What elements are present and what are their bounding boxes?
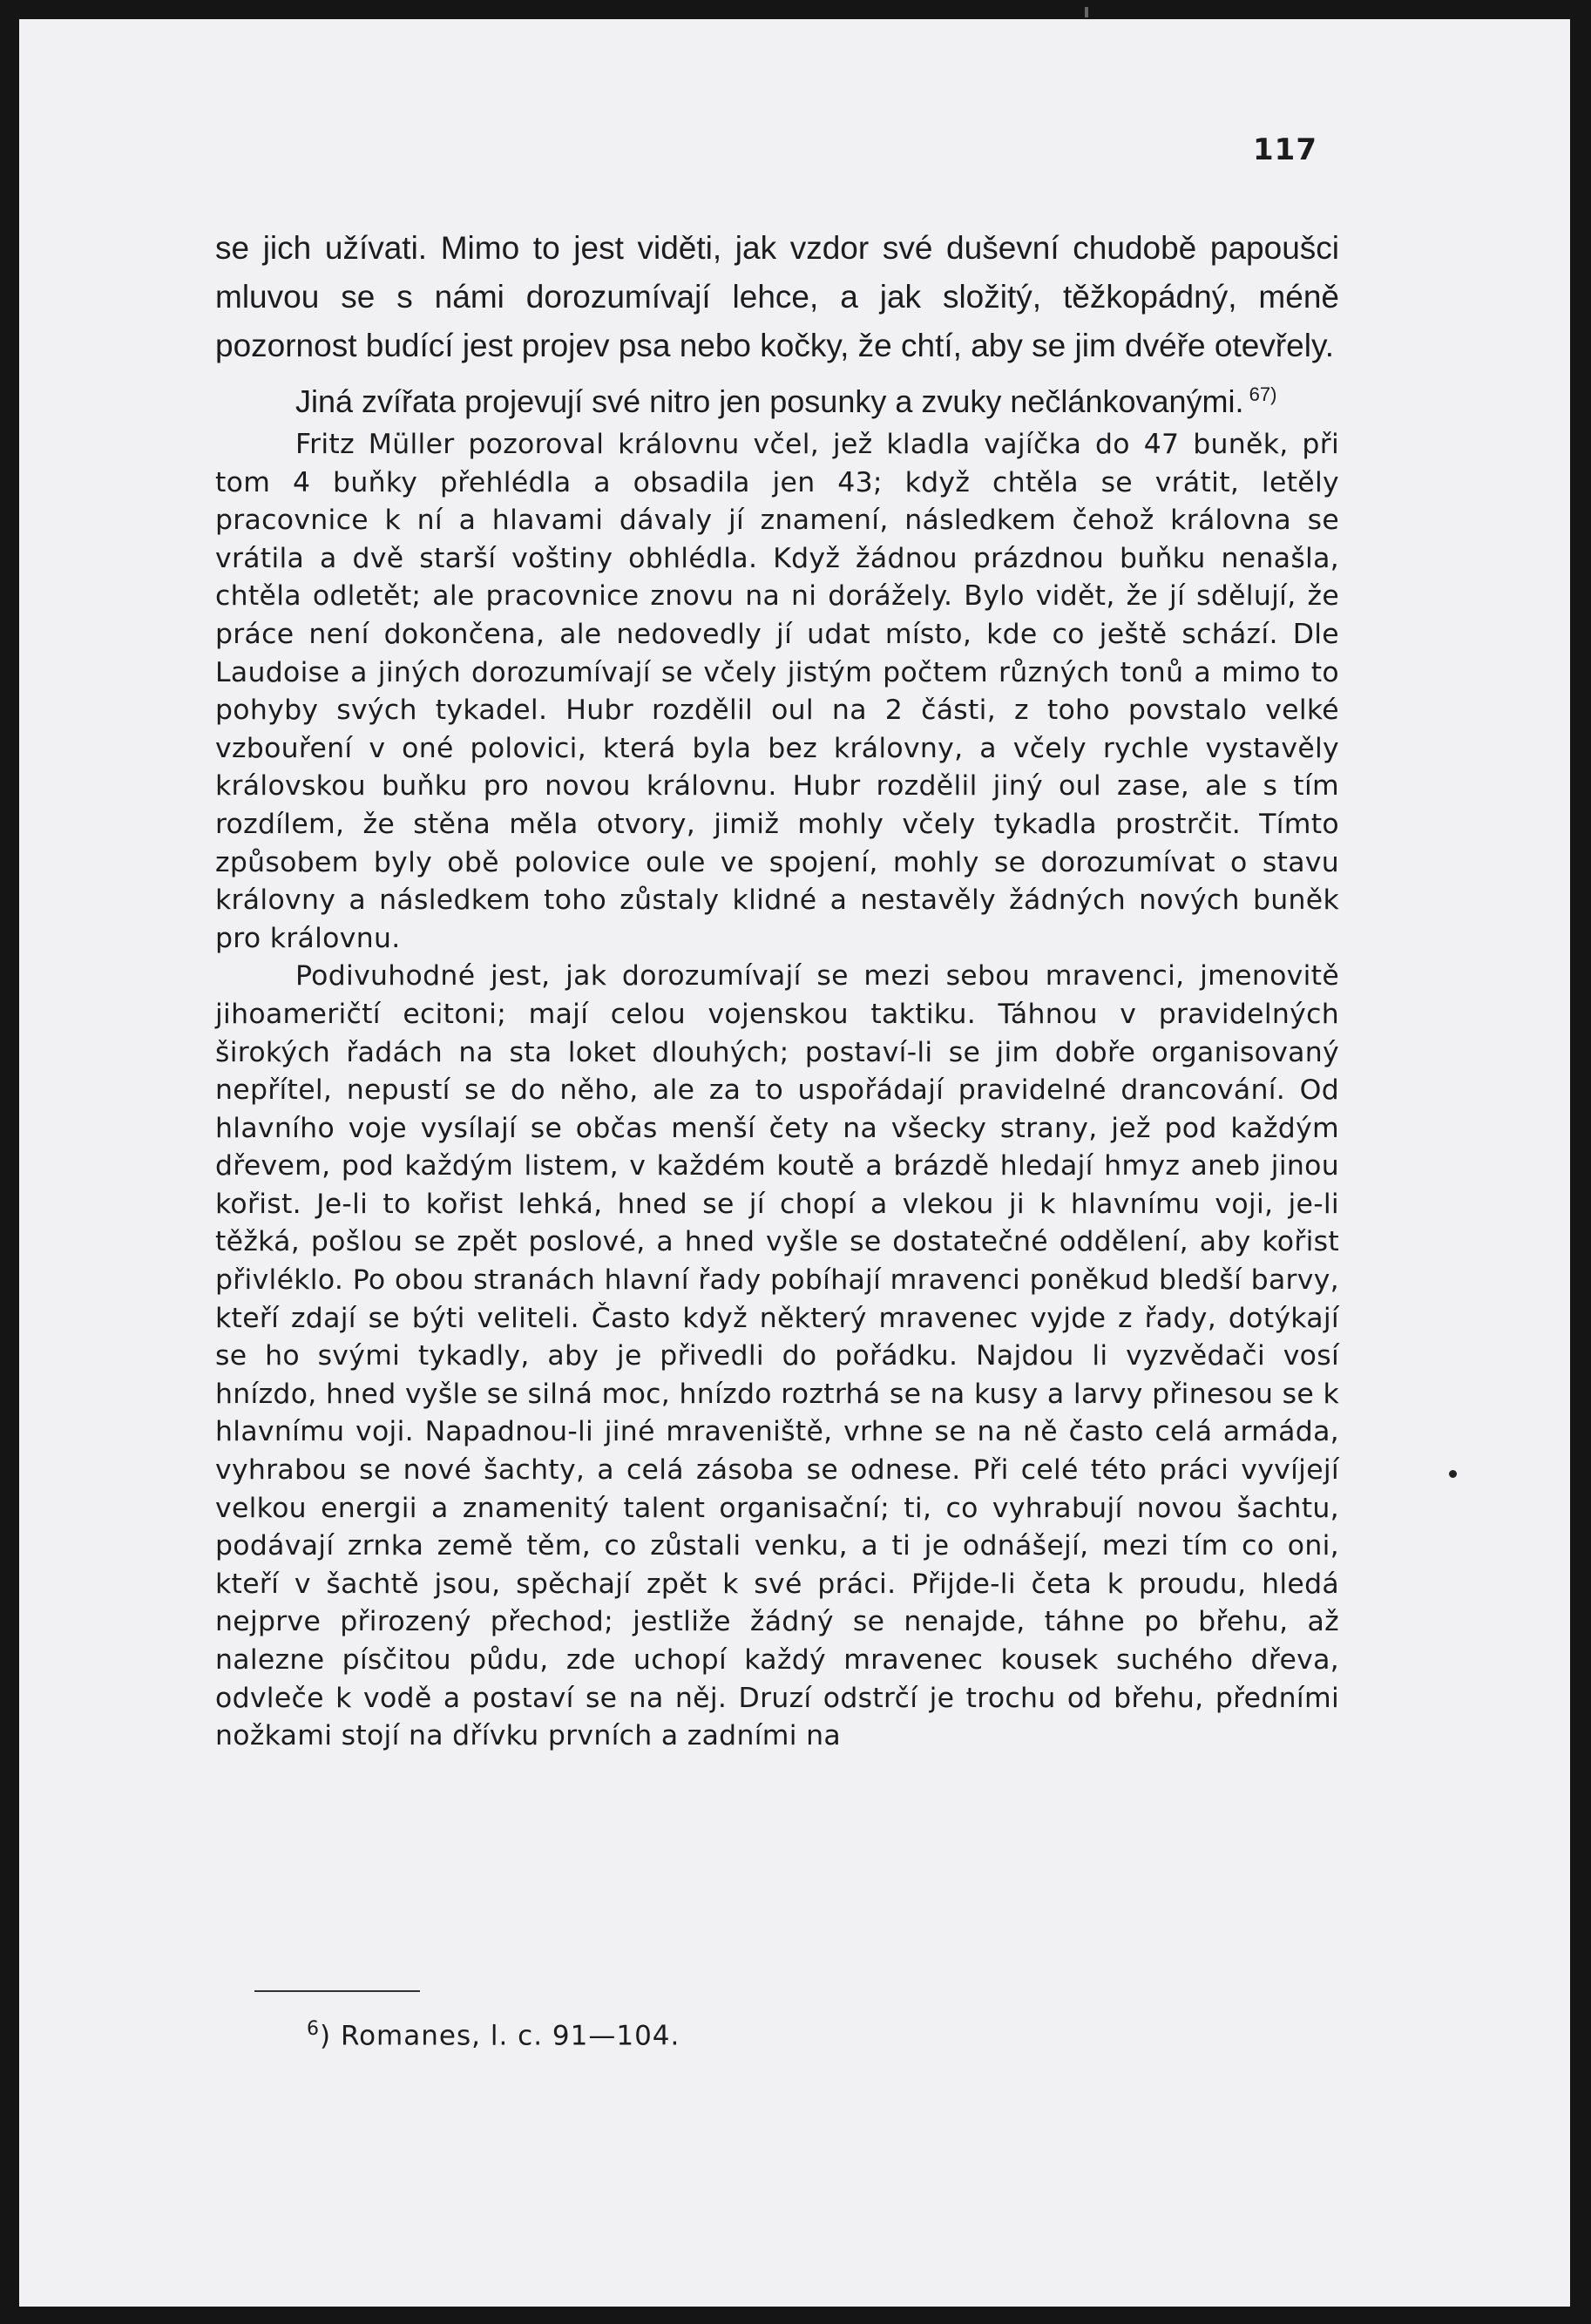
- footnote-marker: 6: [307, 2018, 320, 2040]
- paragraph-2-text: Jiná zvířata projevují své nitro jen posunky a zvuky nečlánkovanými.: [295, 383, 1244, 419]
- paragraph-3-small-print: Fritz Müller pozoroval královnu včel, jež kladla vajíčka do 47 buněk, při tom 4 buňky přehlédla a obsadila jen 43; když chtěla se vrátit, letěly pracovnice k ní a hlavami dávaly jí znamení, následkem čehož královna se vrátila a dvě starší voštiny obhlédla. Když žádnou prázdnou buňku nenašla, chtěla odletět; ale pracovnice znovu na ni dorážely. Bylo vidět, že jí sdělují, že práce není dokončena, ale nedovedly jí udat místo, kde co ještě schází. Dle Laudoise a jiných dorozumívají se včely jistým počtem různých tonů a mimo to pohyby svých tykadel. Hubr rozdělil oul na 2 části, z toho povstalo velké vzbouření v oné polovici, která byla bez královny, a včely rychle vystavěly královskou buňku pro novou královnu. Hubr rozdělil jiný oul zase, ale s tím rozdílem, že stěna měla otvory, jimiž mohly včely tykadla prostrčit. Tímto způsobem byly obě polovice oule ve spojení, mohly se dorozumívat o stavu královny a následkem toho zůstaly klidné a nestavěly žádných nových buněk pro královnu.: [215, 429, 1339, 954]
- paragraph-2: [215, 370, 1339, 426]
- footnote-reference-number: 67: [1249, 383, 1271, 405]
- book-page: [19, 19, 1570, 2307]
- footnote-reference: 67): [1249, 383, 1277, 405]
- paragraph-1: se jich užívati. Mimo to jest viděti, jak vzdor své duševní chudobě papoušci mluvou se s námi dorozumívají lehce, a jak složitý, těžkopádný, méně pozornost budící jest projev psa nebo kočky, že chtí, aby se jim dvéře otevřely.: [215, 230, 1339, 363]
- scan-tick-mark: [1085, 7, 1088, 17]
- footnote-text: ) Romanes, l. c. 91—104.: [320, 2020, 680, 2052]
- body-text: [215, 224, 1339, 1756]
- paragraph-4-small-print: Podivuhodné jest, jak dorozumívají se mezi sebou mravenci, jmenovitě jihoameričtí ecitoni; mají celou vojenskou taktiku. Táhnou v pravidelných širokých řadách na sta loket dlouhých; postaví-li se jim dobře organisovaný nepřítel, nepustí se do něho, ale za to uspořádají pravidelné drancování. Od hlavního voje vysílají se občas menší čety na všecky strany, jež pod každým dřevem, pod každým listem, v každém koutě a brázdě hledají hmyz aneb jinou kořist. Je-li to kořist lehká, hned se jí chopí a vlekou ji k hlavnímu voji, je-li těžká, pošlou se zpět poslové, a hned vyšle se dostatečné oddělení, aby kořist přivléklo. Po obou stranách hlavní řady pobíhají mravenci poněkud bledší barvy, kteří zdají se býti veliteli. Často když některý mravenec vyjde z řady, dotýkají se ho svými tykadly, aby je přivedli do pořádku. Najdou li vyzvědači vosí hnízdo, hned vyšle se silná moc, hnízdo roztrhá se na kusy a larvy přinesou se k hlavnímu voji. Napadnou-li jiné mraveniště, vrhne se na ně často celá armáda, vyhrabou se nové šachty, a celá zásoba se odnese. Při celé této práci vyvíjejí velkou energii a znamenitý talent organisační; ti, co vyhrabují novou šachtu, podávají zrnka země těm, co zůstali venku, a ti je odnášejí, mezi tím co oni, kteří v šachtě jsou, spěchají zpět k své práci. Přijde-li četa k proudu, hledá nejprve přirozený přechod; jestliže žádný se nenajde, táhne po břehu, až nalezne písčitou půdu, zde uchopí každý mravenec kousek suchého dřeva, odvleče k vodě a postaví se na něj. Druzí odstrčí je trochu od břehu, předními nožkami stojí na dřívku prvních a zadními na: [215, 960, 1339, 1752]
- page-number: 117: [1253, 132, 1317, 167]
- footnote: [307, 2018, 680, 2051]
- ink-speck: [1449, 1470, 1457, 1478]
- footnote-divider: [254, 1990, 420, 1992]
